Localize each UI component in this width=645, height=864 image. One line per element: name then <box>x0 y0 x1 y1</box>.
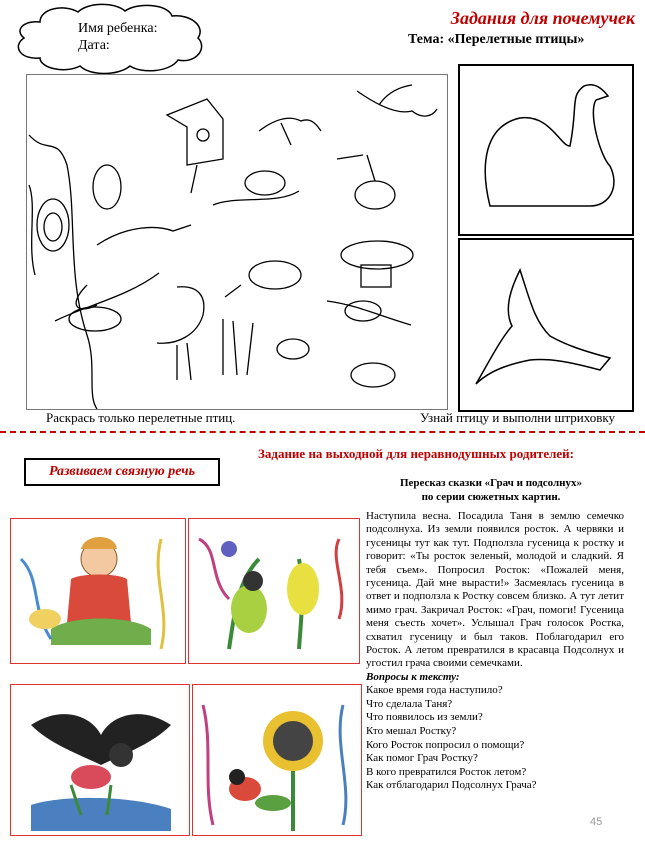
question-item: Кого Росток попросил о помощи? <box>366 738 525 751</box>
question-item: Что появилось из земли? <box>366 711 483 724</box>
rook-catching-caterpillar-picture <box>11 685 189 835</box>
caterpillar-sprout-picture <box>189 519 359 663</box>
question-item: Кто мешал Ростку? <box>366 725 457 738</box>
speech-task-box: Развиваем связную речь <box>24 458 220 486</box>
story-paragraph: Наступила весна. Посадила Таня в землю семечко подсолнуха. Из земли появился росток. А червяки и гусеницы тут как тут. Подползла гусеница к ростку и говорит: «Ты росток зеленый, молодой и сладкий. Я тебя съем». Попросил Росток: «Пожалей меня, гусеница. Дай мне вырасти!» Засмеялась гусеница в ответ и подползла к Ростку совсем близко. А тут летит мимо грач. Закричал Росток: «Грач, помоги! Гусеница меня съесть хочет». Услышал Грач голосок Ростка, схватил гусеницу и был таков. Поблагодарил его Росток. А летом превратился в красавца Подсолнух и угостил грача своими семечками. <box>366 510 624 670</box>
question-item: Что сделала Таня? <box>366 697 453 710</box>
story-text <box>366 510 624 793</box>
child-info <box>78 20 157 54</box>
swan-outline <box>460 66 632 234</box>
section-divider <box>0 431 645 433</box>
girl-planting-picture <box>11 519 185 663</box>
story-picture-2 <box>188 518 360 664</box>
sunflower-rook-picture <box>193 685 361 835</box>
story-picture-4 <box>192 684 362 836</box>
retell-heading <box>366 476 616 504</box>
retell-line-1: Пересказ сказки «Грач и подсолнух» <box>399 477 583 489</box>
question-item: В кого превратился Росток летом? <box>366 765 527 778</box>
birds-illustration <box>27 75 447 409</box>
caption-color-migratory: Раскрась только перелетные птиц. <box>46 410 236 425</box>
retell-line-2: по серии сюжетных картин. <box>421 491 561 503</box>
bird-coloring-scene <box>26 74 448 410</box>
questions-heading: Вопросы к тексту: <box>366 670 460 683</box>
date-label: Дата: <box>78 38 110 53</box>
child-name-label: Имя ребенка: <box>78 21 158 36</box>
story-picture-3 <box>10 684 190 836</box>
caption-recognize-bird: Узнай птицу и выполни штриховку <box>420 410 616 425</box>
theme-title: Тема: «Перелетные птицы» <box>408 32 585 47</box>
question-item: Как помог Грач Ростку? <box>366 752 478 765</box>
swallow-outline <box>460 240 632 410</box>
swan-outline-panel <box>458 64 634 236</box>
page-number: 45 <box>590 816 603 828</box>
question-item: Какое время года наступило? <box>366 684 503 697</box>
question-item: Как отблагодарил Подсолнух Грача? <box>366 779 537 792</box>
weekend-task-heading: Задание на выходной для неравнодушных родителей: <box>258 446 574 461</box>
story-picture-1 <box>10 518 186 664</box>
page-title: Задания для почемучек <box>450 8 635 28</box>
swallow-outline-panel <box>458 238 634 412</box>
